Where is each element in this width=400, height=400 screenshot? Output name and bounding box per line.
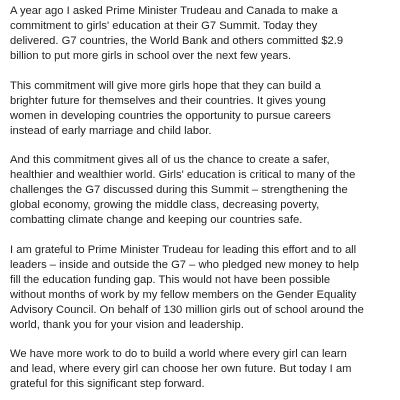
text-line: global economy, growing the middle class, decreasing poverty, [10,199,320,211]
text-line: women in developing countries the opportunity to pursue careers [10,109,331,122]
text-line: A year ago I asked Prime Minister Trudeau and Canada to make a [10,5,338,17]
paragraph-3 [10,153,390,228]
text-line: This commitment will give more girls hope that they can build a [10,79,321,92]
text-line: challenges the G7 discussed during this Summit – strengthening the [10,184,348,196]
text-line: brighter future for themselves and their countries. It gives young [10,94,326,107]
text-line: I am grateful to Prime Minister Trudeau for leading this effort and to all [10,243,357,256]
text-line: grateful for this significant step forward. [10,378,205,390]
text-line: We have more work to do to build a world where every girl can learn [10,348,347,360]
text-line: Advisory Council. On behalf of 130 million girls out of school around the [10,303,364,316]
paragraph-5 [10,347,390,392]
text-line: combatting climate change and keeping our countries safe. [10,214,303,226]
paragraph-1 [10,4,390,64]
text-line: and lead, where every girl can choose her own future. But today I am [10,363,352,375]
text-line: leaders – inside and outside the G7 – who pledged new money to help [10,258,359,271]
paragraph-2 [10,79,390,139]
text-line: And this commitment gives all of us the chance to create a safer, [10,154,330,166]
text-line: healthier and wealthier world. Girls' education is critical to many of the [10,169,356,181]
text-line: world, thank you for your vision and leadership. [10,318,244,331]
paragraph-4 [10,243,390,333]
text-line: without months of work by my fellow members on the Gender Equality [10,288,357,301]
text-line: billion to put more girls in school over the next few years. [10,50,292,62]
text-line: fill the education funding gap. This would not have been possible [10,273,331,286]
text-line: delivered. G7 countries, the World Bank and others committed $2.9 [10,35,344,47]
text-line: instead of early marriage and child labor. [10,124,212,137]
text-line: commitment to girls' education at their G7 Summit. Today they [10,20,318,32]
